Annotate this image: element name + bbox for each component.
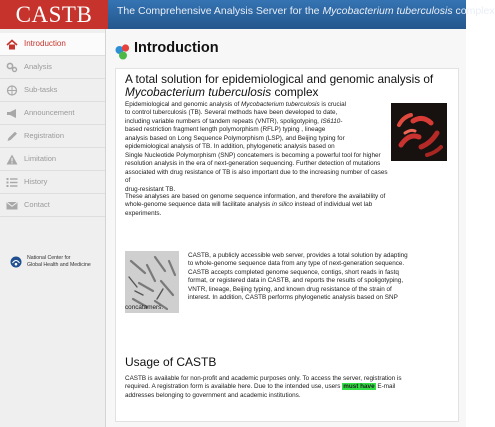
sidebar-item-contact[interactable] (0, 194, 105, 217)
paragraph-line: to control tuberculosis (TB). Several methods have been developed to date, (125, 109, 338, 117)
warning-icon (6, 154, 18, 165)
sidebar-item-registration[interactable] (0, 125, 105, 148)
paragraph-line: epidemiological analysis of TB. In addition, phylogenetic analysis based on (125, 143, 335, 151)
sidebar-item-announcement[interactable] (0, 102, 105, 125)
sidebar-item-label: Announcement (24, 108, 75, 117)
sidebar-item-limitation[interactable] (0, 148, 105, 171)
sidebar-item-label: Sub-tasks (24, 85, 58, 94)
colored-dots-icon (114, 43, 132, 61)
app-header (0, 0, 495, 29)
ncgm-link[interactable] (10, 255, 102, 271)
paragraph-line: drug-resistant TB. (125, 185, 176, 193)
paragraph-line: Single Nucleotide Polymorphism (SNP) concatemers is becoming a powerful tool for higher (125, 151, 381, 159)
must-have-highlight: must have (343, 383, 375, 391)
sidebar-item-label: Limitation (24, 154, 57, 163)
paragraph-line: based restriction fragment length polymorphism (RFLP) typing , lineage (125, 126, 326, 134)
section-heading-usage: Usage of CASTB (125, 355, 217, 369)
main-content (106, 29, 466, 427)
intro-paragraph-genome (125, 193, 455, 218)
megaphone-icon (6, 108, 18, 119)
ncgm-logo-icon (10, 256, 22, 268)
castb-logo[interactable]: CASTB (0, 0, 108, 29)
gears-icon (6, 62, 18, 73)
paragraph-line: including variable numbers of tandem repeats (VNTR), spoligotyping, IS6110- (125, 117, 343, 125)
intro-paragraph-castb (188, 252, 450, 303)
paragraph-line: interest. In addition, CASTB performs phylogenetic analysis based on SNP (188, 294, 398, 302)
sidebar-item-label: Registration (24, 131, 65, 140)
paragraph-line: associated with drug resistance of TB is also important due to the increasing number of cases of (125, 168, 388, 185)
ncgm-name: National Center for Global Health and Medicine (27, 255, 91, 268)
sidebar-item-label: Introduction (24, 39, 66, 48)
pencil-icon (6, 131, 18, 142)
sidebar-item-analysis[interactable] (0, 56, 105, 79)
sidebar-item-label: Contact (24, 200, 50, 209)
sidebar-item-history[interactable] (0, 171, 105, 194)
paragraph-line: CASTB, a publicly accessible web server, provides a total solution by adapting (188, 252, 408, 259)
page-title: Introduction (134, 40, 219, 56)
sidebar-item-sub-tasks[interactable] (0, 79, 105, 102)
paragraph-line: format, or registered data in CASTB, and reports the results of spoligotyping, (188, 277, 404, 285)
paragraph-line: CASTB accepts completed genome sequence, contigs, short reads in fastq (188, 268, 399, 276)
intro-paragraph-methods (125, 101, 390, 194)
header-subtitle: The Comprehensive Analysis Server for the Mycobacterium tuberculosis complex (117, 5, 495, 17)
sidebar (0, 29, 106, 427)
network-icon (6, 85, 18, 96)
intro-card (115, 68, 459, 422)
sidebar-item-introduction[interactable] (0, 33, 105, 56)
paragraph-line: VNTR, lineage, Beijing typing, and known drug resistance of the strain of (188, 285, 392, 293)
paragraph-line: analysis based on Long Sequence Polymorphism (LSP), and Beijing typing for (125, 134, 345, 142)
usage-paragraph: CASTB is available for non-profit and academic purposes only. To access the server, registration is required. A registration form is available here. Due to the intended use, users must have E-mail addresses belonging to government and academic institutions. (125, 375, 402, 399)
list-icon (6, 177, 18, 188)
home-icon (6, 39, 18, 50)
sidebar-item-label: Analysis (24, 62, 52, 71)
paragraph-line: to whole-genome sequence data from any type of next-generation sequence. (188, 260, 405, 268)
mail-icon (6, 200, 18, 211)
section-heading-total-solution: A total solution for epidemiological and genomic analysis of Mycobacterium tuberculosis complex (125, 72, 434, 99)
sidebar-item-label: History (24, 177, 48, 186)
bacteria-image (391, 103, 447, 161)
intro-paragraph-castb-tail: concatamers. (125, 304, 164, 311)
paragraph-line: Epidemiological and genomic analysis of Mycobacterium tuberculosis is crucial (125, 101, 347, 108)
paragraph-line: whole-genome sequence data will facilitate analysis in silico instead of individual wet lab (125, 201, 373, 209)
paragraph-line: experiments. (125, 209, 162, 217)
bacteria-illustration (391, 103, 447, 161)
paragraph-line: resolution analysis in the era of next-generation sequencing. Further detection of mutations (125, 160, 381, 168)
paragraph-line: These analyses are based on genome sequence information, and therefore the availability of (125, 193, 386, 200)
